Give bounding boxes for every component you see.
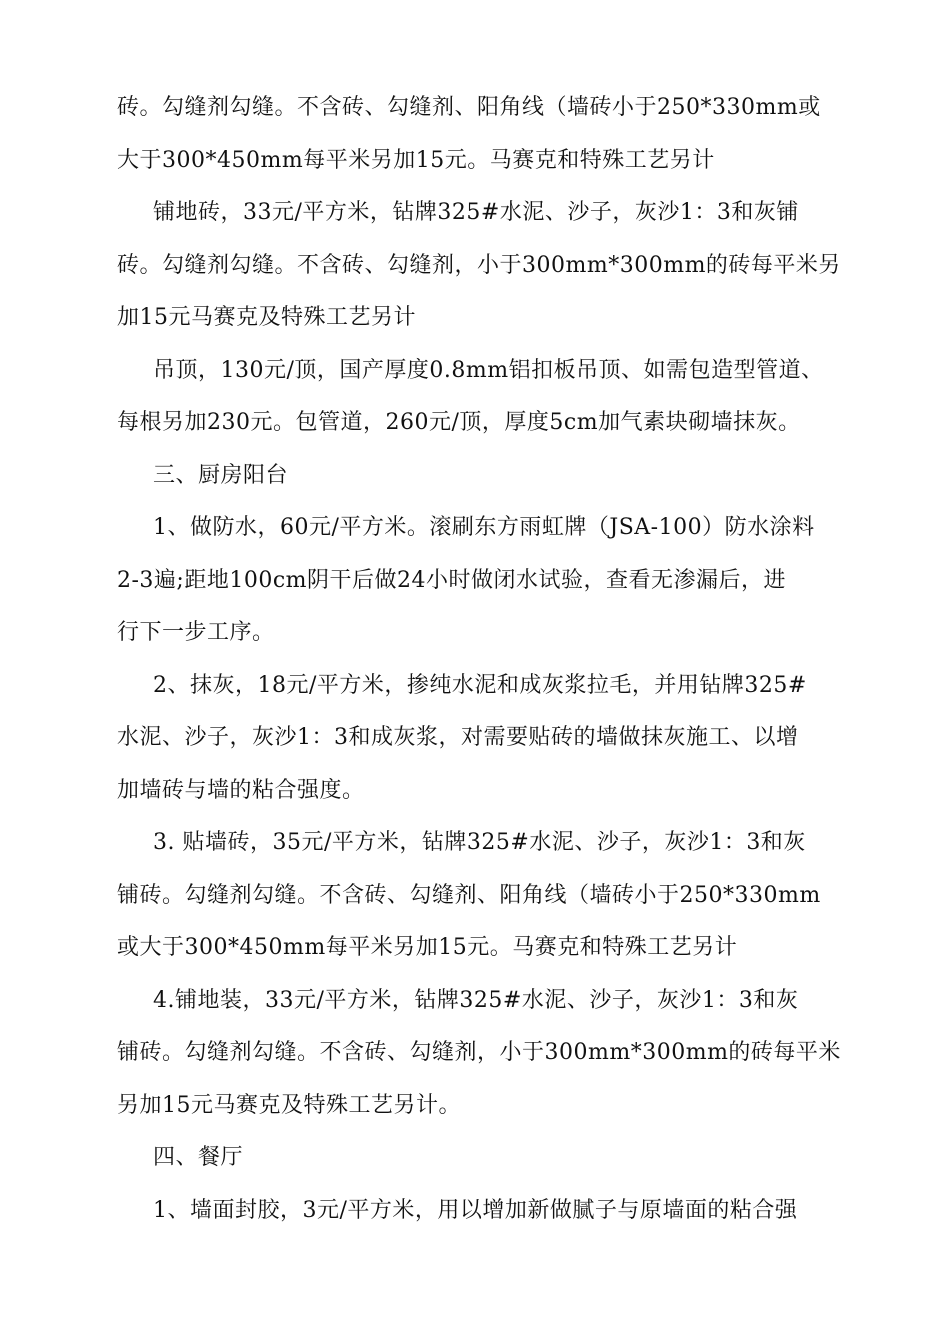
- text-line: 3. 贴墙砖，35元/平方米，钻牌325#水泥、沙子，灰沙1：3和灰: [153, 830, 806, 855]
- text-line: 铺砖。勾缝剂勾缝。不含砖、勾缝剂，小于300mm*300mm的砖每平米: [117, 1040, 841, 1065]
- text-line: 四、餐厅: [153, 1145, 244, 1170]
- text-line: 1、墙面封胶，3元/平方米，用以增加新做腻子与原墙面的粘合强: [153, 1197, 798, 1223]
- text-line: 每根另加230元。包管道，260元/顶，厚度5cm加气素块砌墙抹灰。: [117, 410, 801, 435]
- text-line: 铺砖。勾缝剂勾缝。不含砖、勾缝剂、阳角线（墙砖小于250*330mm: [117, 882, 821, 908]
- text-line: 2、抹灰，18元/平方米，掺纯水泥和成灰浆拉毛，并用钻牌325#: [153, 672, 807, 698]
- text-line: 大于300*450mm每平米另加15元。马赛克和特殊工艺另计: [117, 147, 715, 173]
- text-line: 4.铺地装，33元/平方米，钻牌325#水泥、沙子，灰沙1：3和灰: [153, 987, 799, 1013]
- text-line: 砖。勾缝剂勾缝。不含砖、勾缝剂，小于300mm*300mm的砖每平米另: [117, 252, 841, 278]
- text-line: 三、厨房阳台: [153, 462, 289, 488]
- text-line: 1、做防水，60元/平方米。滚刷东方雨虹牌（JSA-100）防水涂料: [153, 515, 815, 540]
- document-body: [117, 82, 841, 1237]
- text-line: 水泥、沙子，灰沙1：3和成灰浆，对需要贴砖的墙做抹灰施工、以增: [117, 725, 799, 750]
- text-line: 或大于300*450mm每平米另加15元。马赛克和特殊工艺另计: [117, 935, 738, 960]
- text-line: 行下一步工序。: [117, 620, 275, 645]
- text-line: 2-3遍;距地100cm阴干后做24小时做闭水试验，查看无渗漏后，进: [117, 567, 787, 593]
- text-line: 加15元马赛克及特殊工艺另计: [117, 305, 416, 330]
- text-line: 另加15元马赛克及特殊工艺另计。: [117, 1092, 461, 1118]
- text-line: 砖。勾缝剂勾缝。不含砖、勾缝剂、阳角线（墙砖小于250*330mm或: [117, 95, 821, 120]
- text-line: 铺地砖，33元/平方米，钻牌325#水泥、沙子，灰沙1：3和灰铺: [153, 200, 799, 225]
- text-line: 吊顶，130元/顶，国产厚度0.8mm铝扣板吊顶、如需包造型管道、: [153, 357, 824, 383]
- text-line: 加墙砖与墙的粘合强度。: [117, 777, 365, 803]
